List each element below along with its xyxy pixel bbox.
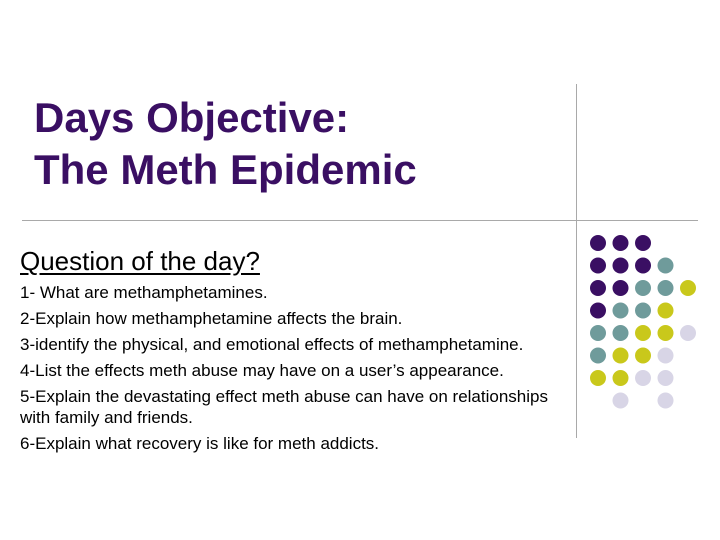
objective-item-6: 6-Explain what recovery is like for meth addicts. bbox=[20, 434, 380, 453]
decorative-dot bbox=[635, 258, 651, 274]
decorative-dot bbox=[590, 325, 606, 341]
decorative-dot bbox=[613, 235, 629, 251]
decorative-dot bbox=[680, 280, 696, 296]
decorative-dot bbox=[658, 325, 674, 341]
decorative-dot bbox=[635, 280, 651, 296]
horizontal-divider bbox=[22, 220, 698, 221]
decorative-dot bbox=[635, 325, 651, 341]
decorative-dot bbox=[635, 235, 651, 251]
objective-list bbox=[20, 282, 560, 454]
decorative-dot bbox=[613, 348, 629, 364]
decorative-dot bbox=[613, 370, 629, 386]
decorative-dot bbox=[613, 393, 629, 409]
decorative-dot bbox=[613, 325, 629, 341]
vertical-divider bbox=[576, 84, 577, 438]
decorative-dot bbox=[680, 325, 696, 341]
decorative-dot bbox=[658, 370, 674, 386]
decorative-dot bbox=[658, 280, 674, 296]
decorative-dot bbox=[635, 370, 651, 386]
decorative-dot bbox=[613, 303, 629, 319]
objective-item-5: 5-Explain the devastating effect meth abuse can have on relationships with family and friends. bbox=[20, 387, 548, 427]
slide-title bbox=[34, 92, 564, 196]
objective-item-4: 4-List the effects meth abuse may have on a user’s appearance. bbox=[20, 361, 504, 380]
decorative-dot bbox=[613, 280, 629, 296]
decorative-dot bbox=[658, 348, 674, 364]
decorative-dot bbox=[590, 370, 606, 386]
decorative-dot bbox=[590, 303, 606, 319]
decorative-dot bbox=[590, 348, 606, 364]
objective-item-3: 3-identify the physical, and emotional effects of methamphetamine. bbox=[20, 335, 524, 354]
decorative-dot bbox=[590, 258, 606, 274]
decorative-dot bbox=[658, 258, 674, 274]
slide-body bbox=[20, 244, 560, 459]
decorative-dot bbox=[613, 258, 629, 274]
objective-item-1: 1- What are methamphetamines. bbox=[20, 283, 268, 302]
title-line-2: The Meth Epidemic bbox=[34, 146, 417, 193]
decorative-dot bbox=[658, 303, 674, 319]
decorative-dot bbox=[635, 348, 651, 364]
decorative-dot bbox=[635, 303, 651, 319]
decorative-dot bbox=[658, 393, 674, 409]
question-heading: Question of the day? bbox=[20, 246, 260, 276]
objective-item-2: 2-Explain how methamphetamine affects the brain. bbox=[20, 309, 403, 328]
title-line-1: Days Objective: bbox=[34, 94, 350, 141]
decorative-dot bbox=[590, 280, 606, 296]
decorative-dot bbox=[590, 235, 606, 251]
